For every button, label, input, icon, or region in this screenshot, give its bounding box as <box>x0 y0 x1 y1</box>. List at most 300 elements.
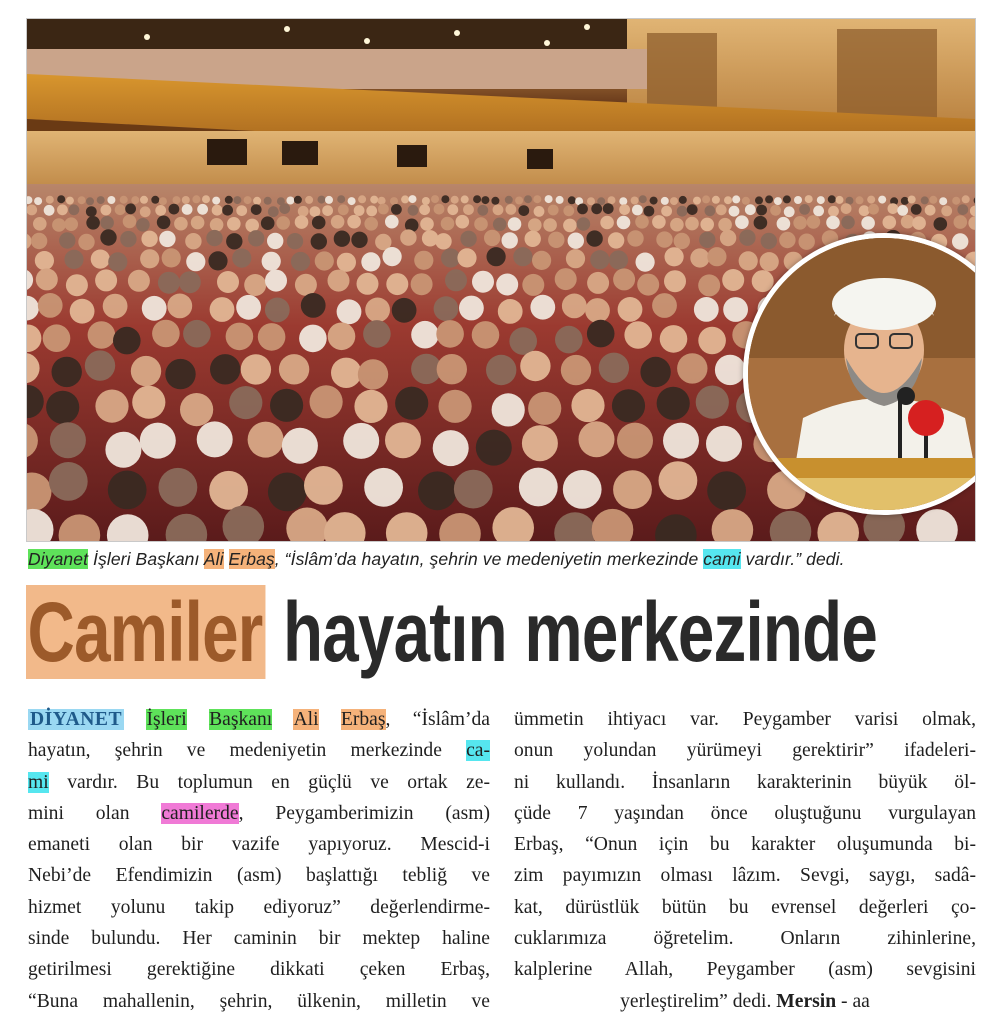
audience-member <box>434 204 445 215</box>
audience-member <box>817 196 825 204</box>
text: mini olan <box>28 802 162 824</box>
audience-member <box>265 298 290 323</box>
audience-member <box>712 196 720 204</box>
audience-member <box>315 251 334 270</box>
headline-highlighted-word: Camiler <box>26 585 266 679</box>
audience-member <box>636 253 655 272</box>
audience-member <box>461 195 469 203</box>
audience-member <box>826 216 840 230</box>
audience-member <box>298 206 309 217</box>
text: , “İslâm’da <box>385 709 490 730</box>
audience-member <box>441 195 449 203</box>
audience-member <box>962 195 970 203</box>
audience-member <box>828 206 839 217</box>
caption-word: İşleri <box>93 549 131 569</box>
audience-member <box>650 197 658 205</box>
audience-member <box>322 205 333 216</box>
audience-member <box>515 197 523 205</box>
audience-member <box>505 196 513 204</box>
audience-member <box>568 196 576 204</box>
audience-member <box>473 195 481 203</box>
audience-member <box>225 196 233 204</box>
audience-member <box>492 393 525 426</box>
audience-member <box>599 353 629 383</box>
audience-member <box>85 350 115 380</box>
audience-member <box>707 247 726 266</box>
audience-member <box>155 205 166 216</box>
audience-member <box>770 205 781 216</box>
audience-member <box>439 390 472 423</box>
audience-member <box>409 195 417 203</box>
audience-member <box>644 206 655 217</box>
audience-member <box>152 320 180 348</box>
audience-member <box>310 206 321 217</box>
text: yerleştirelim” dedi. <box>620 990 777 1012</box>
audience-member <box>295 215 309 229</box>
audience-member <box>460 231 476 247</box>
audience-member <box>513 247 532 266</box>
audience-member <box>856 196 864 204</box>
audience-member <box>436 320 464 348</box>
caption-text: , “İslâm’da hayatın, şehrin ve medeniyetin merkezinde <box>274 549 704 569</box>
audience-member <box>587 320 615 348</box>
audience-member <box>64 250 83 269</box>
highlighted-word: Başkanı <box>209 709 273 730</box>
audience-member <box>35 251 54 270</box>
audience-member <box>794 196 802 204</box>
audience-member <box>197 204 208 215</box>
audience-member <box>140 423 176 459</box>
audience-member <box>508 217 522 231</box>
audience-member <box>44 205 55 216</box>
audience-member <box>210 297 235 322</box>
audience-member <box>222 205 233 216</box>
article-line <box>28 798 490 829</box>
audience-member <box>383 247 402 266</box>
audience-member <box>939 197 947 205</box>
highlighted-word: Ali <box>293 709 319 730</box>
audience-member <box>128 270 150 292</box>
audience-member <box>370 196 378 204</box>
audience-member <box>95 269 117 291</box>
audience-member <box>434 296 459 321</box>
audience-member <box>693 197 701 205</box>
audience-member <box>244 274 266 296</box>
audience-member <box>579 421 615 457</box>
speaker-illustration <box>748 238 976 510</box>
audience-member <box>836 196 844 204</box>
audience-member <box>305 196 313 204</box>
audience-member <box>414 251 433 270</box>
audience-member <box>408 205 419 216</box>
audience-member <box>140 249 159 268</box>
caption-word: Başkanı <box>135 549 200 569</box>
audience-member <box>957 204 968 215</box>
audience-member <box>179 271 201 293</box>
article-line: hizmet yolunu takip ediyoruz” değerlendirme- <box>28 896 490 918</box>
audience-member <box>311 233 327 249</box>
audience-member <box>105 432 141 468</box>
audience-member <box>244 196 252 204</box>
audience-member <box>169 204 180 215</box>
audience-member <box>677 353 707 383</box>
audience-member <box>617 423 653 459</box>
audience-member <box>378 197 386 205</box>
audience-member <box>670 197 678 205</box>
audience-member <box>783 195 791 203</box>
audience-member <box>532 251 551 270</box>
audience-member <box>694 297 719 322</box>
audience-member <box>268 473 307 512</box>
photo-caption <box>28 549 978 570</box>
article-column-left <box>28 704 490 1017</box>
audience-member <box>418 471 457 510</box>
audience-member <box>705 205 716 216</box>
audience-member <box>454 470 493 509</box>
audience-member <box>265 270 287 292</box>
audience-member <box>901 197 909 205</box>
audience-member <box>131 196 139 204</box>
audience-member <box>159 231 175 247</box>
audience-member <box>101 205 112 216</box>
audience-member <box>132 386 165 419</box>
caption-text: vardır.” dedi. <box>740 549 845 569</box>
audience-member <box>476 430 512 466</box>
audience-member <box>631 197 639 205</box>
audience-member <box>585 298 610 323</box>
audience-member <box>661 206 672 217</box>
audience-member <box>270 389 303 422</box>
audience-member <box>901 215 915 229</box>
audience-member <box>182 204 193 215</box>
audience-member <box>447 204 458 215</box>
audience-member <box>401 195 409 203</box>
audience-member <box>841 203 852 214</box>
audience-member <box>264 197 272 205</box>
audience-member <box>241 354 271 384</box>
audience-member <box>868 204 879 215</box>
article-line: getirilmesi gerektiğine dikkati çeken Erbaş, <box>28 959 490 981</box>
audience-member <box>506 204 517 215</box>
audience-member <box>687 204 698 215</box>
audience-member <box>561 355 591 385</box>
caption-word: cami <box>703 549 741 569</box>
audience-member <box>519 468 558 507</box>
audience-member <box>343 423 379 459</box>
audience-member <box>502 232 518 248</box>
audience-member <box>328 323 356 351</box>
audience-member <box>433 430 469 466</box>
article-line: sinde bulundu. Her caminin bir mektep haline <box>28 928 490 950</box>
audience-member <box>52 218 66 232</box>
audience-member <box>107 196 115 204</box>
audience-member <box>420 217 434 231</box>
audience-member <box>639 195 647 203</box>
audience-member <box>715 355 745 385</box>
audience-member <box>226 233 242 249</box>
audience-member <box>310 385 343 418</box>
article-line: kat, dürüstlük bütün bu evrensel değerleri ço- <box>514 896 976 918</box>
audience-member <box>337 299 362 324</box>
audience-member <box>258 323 286 351</box>
audience-member <box>954 215 968 229</box>
audience-member <box>337 195 345 203</box>
audience-member <box>756 205 767 216</box>
audience-member <box>141 231 157 247</box>
text: , Peygamberimizin (asm) <box>238 802 490 824</box>
audience-member <box>698 327 726 355</box>
audience-member <box>888 203 899 214</box>
audience-member <box>267 233 283 249</box>
audience-member <box>518 205 529 216</box>
audience-member <box>665 247 684 266</box>
audience-member <box>724 196 732 204</box>
audience-member <box>232 249 251 268</box>
article-line: onun yolundan yürümeyi gerektirir” ifadeleri- <box>514 740 976 762</box>
audience-member <box>528 218 542 232</box>
article-line: “Buna mahallenin, şehrin, ülkenin, milletin ve <box>28 990 490 1012</box>
audience-member <box>395 387 428 420</box>
audience-member <box>86 197 94 205</box>
audience-member <box>86 216 100 230</box>
audience-member <box>613 470 652 509</box>
audience-member <box>347 215 361 229</box>
audience-member <box>212 197 220 205</box>
audience-member <box>115 204 126 215</box>
audience-member <box>159 468 198 507</box>
audience-member <box>807 215 821 229</box>
audience-member <box>534 206 545 217</box>
audience-member <box>657 387 690 420</box>
audience-member <box>348 197 356 205</box>
audience-member <box>49 462 88 501</box>
article-line <box>514 986 976 1017</box>
audience-member <box>52 357 82 387</box>
highlighted-word: İşleri <box>146 709 187 730</box>
audience-member <box>183 320 211 348</box>
audience-member <box>463 204 474 215</box>
audience-member <box>587 272 609 294</box>
audience-member <box>571 389 604 422</box>
audience-member <box>217 271 239 293</box>
audience-member <box>236 295 261 320</box>
audience-member <box>57 204 68 215</box>
audience-member <box>113 327 141 355</box>
audience-member <box>364 217 378 231</box>
audience-member <box>182 196 190 204</box>
audience-member <box>813 206 824 217</box>
audience-member <box>520 351 550 381</box>
audience-member <box>91 250 110 269</box>
article-line <box>28 735 490 766</box>
audience-member <box>262 252 281 271</box>
audience-member <box>66 274 88 296</box>
audience-member <box>287 233 303 249</box>
audience-member <box>103 294 128 319</box>
audience-member <box>457 248 476 267</box>
audience-member <box>301 293 326 318</box>
audience-member <box>248 422 284 458</box>
audience-member <box>765 195 773 203</box>
audience-member <box>509 327 537 355</box>
audience-member <box>774 197 782 205</box>
audience-member <box>548 205 559 216</box>
audience-member <box>659 461 698 500</box>
audience-member <box>386 273 408 295</box>
audience-member <box>422 197 430 205</box>
caption-word: Ali <box>203 549 224 569</box>
headline <box>26 584 878 680</box>
audience-member <box>841 216 855 230</box>
audience-member <box>793 216 807 230</box>
audience-member <box>784 206 795 217</box>
article-line: Nebi’de Efendimizin (asm) başlattığı tebliğ ve <box>28 865 490 887</box>
audience-member <box>562 294 587 319</box>
audience-member <box>745 204 756 215</box>
audience-member <box>491 197 499 205</box>
audience-member <box>294 196 302 204</box>
audience-member <box>33 217 47 231</box>
audience-member <box>690 248 709 267</box>
audience-member <box>251 204 262 215</box>
audience-member <box>555 326 583 354</box>
audience-member <box>590 250 609 269</box>
audience-member <box>108 252 127 271</box>
audience-member <box>34 197 42 205</box>
audience-member <box>859 205 870 216</box>
audience-member <box>700 218 714 232</box>
article-line: ümmetin ihtiyacı var. Peygamber varisi olmak, <box>514 709 976 730</box>
audience-member <box>661 197 669 205</box>
audience-member <box>165 359 195 389</box>
audience-member <box>233 196 241 204</box>
audience-member <box>619 204 630 215</box>
audience-member <box>364 468 403 507</box>
audience-member <box>354 390 387 423</box>
audience-member <box>86 206 97 217</box>
audience-member <box>202 195 210 203</box>
audience-member <box>545 195 553 203</box>
audience-member <box>66 197 74 205</box>
audience-member <box>435 233 451 249</box>
audience-member <box>186 252 205 271</box>
audience-member <box>282 428 318 464</box>
audience-member <box>328 270 350 292</box>
audience-member <box>528 392 561 425</box>
audience-member <box>158 272 180 294</box>
audience-member <box>78 196 86 204</box>
audience-member <box>392 298 417 323</box>
audience-member <box>952 197 960 205</box>
audience-member <box>276 216 290 230</box>
audience-member <box>445 269 467 291</box>
audience-member <box>555 268 577 290</box>
audience-member <box>46 196 54 204</box>
audience-member <box>441 248 460 267</box>
audience-member <box>677 206 688 217</box>
article-line: cuklarımıza öğretelim. Onların zihinlerine, <box>514 928 976 950</box>
audience-member <box>209 471 248 510</box>
audience-member <box>493 218 507 232</box>
audience-member <box>484 230 500 246</box>
audience-member <box>698 274 720 296</box>
audience-member <box>522 425 558 461</box>
article-line: ni kullandı. İnsanların karakterinin büyük öl- <box>514 771 976 793</box>
audience-member <box>883 216 897 230</box>
audience-member <box>226 323 254 351</box>
audience-member <box>548 232 564 248</box>
audience-member <box>459 296 484 321</box>
audience-member <box>268 206 279 217</box>
audience-member <box>120 196 128 204</box>
audience-member <box>723 297 748 322</box>
audience-member <box>358 359 388 389</box>
audience-member <box>385 422 421 458</box>
headline-rest: hayatın merkezinde <box>265 585 878 679</box>
audience-member <box>608 196 616 204</box>
audience-member <box>174 217 188 231</box>
audience-member <box>674 233 690 249</box>
speaker-portrait-inset <box>743 233 976 515</box>
audience-member <box>100 216 114 230</box>
audience-member <box>522 274 544 296</box>
audience-member <box>498 299 523 324</box>
audience-member <box>732 195 740 203</box>
audience-member <box>735 215 749 229</box>
audience-member <box>337 253 356 272</box>
audience-member <box>157 216 171 230</box>
audience-member <box>197 421 233 457</box>
audience-member <box>474 217 488 231</box>
audience-member <box>878 196 886 204</box>
audience-member <box>95 390 128 423</box>
audience-member <box>78 234 94 250</box>
audience-member <box>334 231 350 247</box>
audience-member <box>577 204 588 215</box>
audience-member <box>180 393 213 426</box>
audience-member <box>568 233 584 249</box>
audience-member <box>159 197 167 205</box>
audience-member <box>358 195 366 203</box>
audience-member <box>206 230 222 246</box>
audience-member <box>125 203 136 214</box>
audience-member <box>624 321 652 349</box>
audience-member <box>279 203 290 214</box>
text: vardır. Bu toplumun en güçlü ve ortak ze- <box>48 771 490 793</box>
audience-member <box>591 203 602 214</box>
audience-member <box>472 321 500 349</box>
audience-member <box>142 296 167 321</box>
highlighted-word: ca- <box>466 740 490 762</box>
article-line <box>28 767 490 798</box>
audience-member <box>64 217 78 231</box>
audience-member <box>525 231 541 247</box>
audience-member <box>608 232 624 248</box>
audience-member <box>652 293 677 318</box>
audience-member <box>366 206 377 217</box>
audience-member <box>299 325 327 353</box>
audience-member <box>437 354 467 384</box>
audience-member <box>185 233 201 249</box>
audience-member <box>586 230 602 246</box>
audience-member <box>617 216 631 230</box>
article-line: Erbaş, “Onun için bu karakter oluşumunda bi- <box>514 834 976 856</box>
audience-member <box>192 195 200 203</box>
audience-member <box>706 426 742 462</box>
audience-member <box>419 204 430 215</box>
audience-member <box>696 386 729 419</box>
audience-member <box>613 268 635 290</box>
